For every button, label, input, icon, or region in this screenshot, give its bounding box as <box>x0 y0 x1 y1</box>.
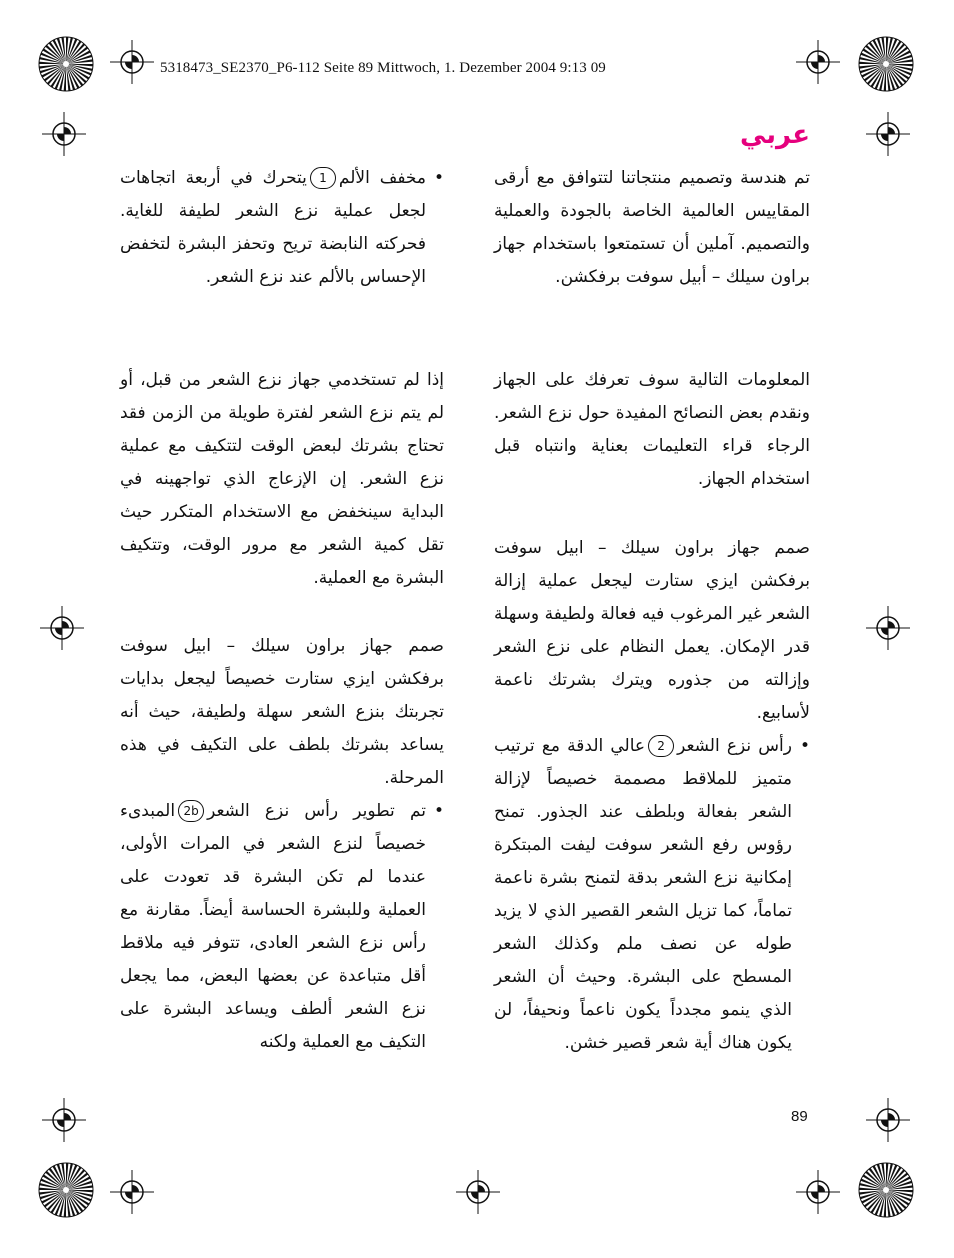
page-number: 89 <box>791 1108 808 1125</box>
registration-crosshair-icon <box>796 40 840 84</box>
callout-number: 2b <box>178 800 204 822</box>
registration-crosshair-icon <box>42 1098 86 1142</box>
left-bullet-list <box>120 162 444 294</box>
right-column <box>494 162 810 294</box>
callout-number: 2 <box>648 735 674 757</box>
registration-crosshair-icon <box>866 112 910 156</box>
bullet-text-before: مخفف الألم <box>338 168 426 188</box>
bullet-text-before: رأس نزع الشعر <box>677 736 792 756</box>
print-sunburst-icon <box>858 36 914 92</box>
right-column-design <box>494 532 810 1060</box>
registration-crosshair-icon <box>42 112 86 156</box>
print-sunburst-icon <box>858 1162 914 1218</box>
print-sunburst-icon <box>38 36 94 92</box>
info-paragraph: المعلومات التالية سوف تعرفك على الجهاز ونقدم بعض النصائح المفيدة حول نزع الشعر. الرجاء قراء التعليمات بعناية وانتباه قبل استخدام الجهاز. <box>494 370 810 489</box>
left-column-bullet <box>120 162 444 294</box>
bullet-text-after: المبدىء خصيصاً لنزع الشعر في المرات الأولى، عندما لم تكن البشرة قد تعودت على العملية وللبشرة الحساسة أيضاً. مقارنة مع رأس نزع الشعر العادى، تتوفر فيه ملاقط أقل متباعدة عن بعضها البعض، مما يجعل نزع الشعر ألطف ويساعد البشرة على التكيف مع العملية ولكنه <box>120 801 426 1052</box>
bullet-text-before: تم تطوير رأس نزع الشعر <box>207 801 426 821</box>
bullet-text-after: يتحرك في أربعة اتجاهات لجعل عملية نزع الشعر لطيفة للغاية. فحركته النابضة تريح وتحفز البشرة لتخفض الإحساس بالألم عند نزع الشعر. <box>120 168 426 287</box>
callout-number: 1 <box>310 167 336 189</box>
easy-start-paragraph: صمم جهاز براون سيلك – ابيل سوفت برفكشن ايزي ستارت خصيصاً ليجعل بدايات تجربتك بنزع الشعر سهلة ولطيفة، حيث أنه يساعد بشرتك بلطف على التكيف في هذه المرحلة. <box>120 636 444 788</box>
left-bullet-list-2 <box>120 795 444 1059</box>
left-column-easy-start <box>120 630 444 1059</box>
first-use-paragraph: إذا لم تستخدمي جهاز نزع الشعر من قبل، أو لم يتم نزع الشعر لفترة طويلة من الزمن فقد تحتاج بشرتك لبعض الوقت لتتكيف مع عملية نزع الشعر. إن الإزعاج الذي تواجهينه في البداية سينخفض مع الاستخدام المتكرر حيث تقل كمية الشعر مع مرور الوقت، وتتكيف البشرة مع العملية. <box>120 370 444 588</box>
registration-crosshair-icon <box>110 40 154 84</box>
bullet-text-after: عالي الدقة مع ترتيب متميز للملاقط مصممة خصيصاً لإزالة الشعر بفعالة وبلطف عند الجذور. تمنح رؤوس رفع الشعر سوفت ليفت المبتكرة إمكانية نزع الشعر بدقة لتمنح بشرة ناعمة تماماً، كما تزيل الشعر القصير الذي لا يزيد طوله عن نصف ملم وكذلك الشعر المسطح على البشرة. وحيث أن الشعر الذي ينمو مجدداً يكون ناعماً ونحيفاً، لن يكون هناك أية شعر قصير خشن. <box>494 736 792 1053</box>
intro-paragraph: تم هندسة وتصميم منتجاتنا لتتوافق مع أرقى المقاييس العالمية الخاصة بالجودة والعملية والتصميم. آملين أن تستمتعوا باستخدام جهاز براون سيلك – أبيل سوفت برفكشن. <box>494 168 810 287</box>
registration-crosshair-icon <box>866 1098 910 1142</box>
print-header: 5318473_SE2370_P6-112 Seite 89 Mittwoch, 1. Dezember 2004 9:13 09 <box>160 60 606 76</box>
starter-head-bullet <box>120 795 426 1059</box>
registration-crosshair-icon <box>456 1170 500 1214</box>
pain-relief-bullet <box>120 162 426 294</box>
registration-crosshair-icon <box>110 1170 154 1214</box>
epilation-head-bullet <box>494 730 792 1060</box>
right-bullet-list <box>494 730 810 1060</box>
left-column-first-use <box>120 364 444 595</box>
section-title: عربي <box>739 120 810 150</box>
print-sunburst-icon <box>38 1162 94 1218</box>
design-paragraph: صمم جهاز براون سيلك – ابيل سوفت برفكشن ايزي ستارت ليجعل عملية إزالة الشعر غير المرغوب فيه فعالة ولطيفة وسهلة قدر الإمكان. يعمل النظام على نزع الشعر وإزالته من جذوره ويترك بشرتك ناعمة لأسابيع. <box>494 538 810 723</box>
right-column-info <box>494 364 810 496</box>
registration-crosshair-icon <box>796 1170 840 1214</box>
registration-crosshair-icon <box>40 606 84 650</box>
registration-crosshair-icon <box>866 606 910 650</box>
